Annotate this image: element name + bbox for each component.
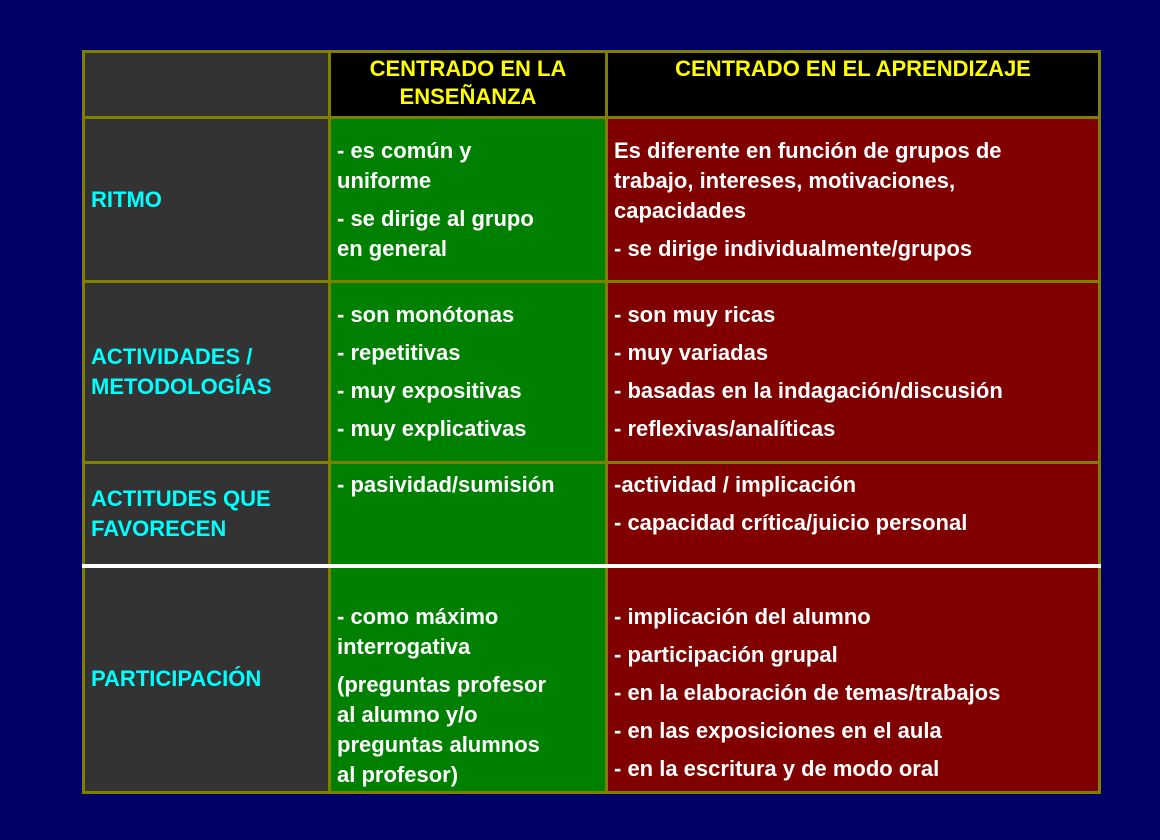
cell-text-line: uniforme: [337, 167, 432, 193]
cell-actitudes-ensenanza: [330, 463, 607, 566]
row-label-text: RITMO: [91, 186, 162, 212]
cell-text-line: - es común y: [337, 137, 472, 163]
row-label-text: PARTICIPACIÓN: [91, 666, 262, 692]
cell-text-line: - basadas en la indagación/discusión: [614, 378, 1003, 403]
cell-text-line: en general: [337, 235, 448, 261]
header-ensenanza: [330, 52, 607, 118]
cell-text-line: - pasividad/sumisión: [337, 472, 555, 497]
header-ensenanza-line: ENSEÑANZA: [399, 84, 537, 109]
header-corner-cell: [84, 52, 330, 118]
cell-text-line: - capacidad crítica/juicio personal: [614, 510, 968, 535]
cell-text-line: - en la escritura y de modo oral: [614, 755, 940, 781]
cell-participacion-aprendizaje: [607, 566, 1100, 793]
row-ritmo: [84, 118, 1100, 282]
row-label-actitudes: [84, 463, 330, 566]
cell-text-line: - implicación del alumno: [614, 603, 871, 629]
row-label-text: FAVORECEN: [91, 515, 227, 541]
cell-text-line: - se dirige individualmente/grupos: [614, 235, 973, 261]
cell-ritmo-ensenanza: [330, 118, 607, 282]
cell-text-line: - en la elaboración de temas/trabajos: [614, 679, 1001, 705]
header-ensenanza-line: CENTRADO EN LA: [369, 56, 567, 81]
cell-text-line: capacidades: [614, 197, 747, 223]
row-participacion: [84, 566, 1100, 793]
cell-text-line: -actividad / implicación: [614, 472, 857, 497]
cell-text-line: - repetitivas: [337, 340, 461, 365]
cell-text-line: - en las exposiciones en el aula: [614, 717, 942, 743]
cell-ritmo-aprendizaje: [607, 118, 1100, 282]
row-label-actividades: [84, 282, 330, 463]
row-label-participacion: [84, 566, 330, 793]
cell-text-line: - se dirige al grupo: [337, 205, 534, 231]
cell-actividades-ensenanza: [330, 282, 607, 463]
cell-text-line: trabajo, intereses, motivaciones,: [614, 167, 956, 193]
header-row: [84, 52, 1100, 118]
row-label-text: METODOLOGÍAS: [91, 374, 272, 399]
cell-text-line: al profesor): [337, 761, 459, 787]
cell-participacion-ensenanza: [330, 566, 607, 793]
cell-actitudes-aprendizaje: [607, 463, 1100, 566]
row-label-text: ACTIVIDADES /: [91, 344, 253, 369]
row-actitudes: [84, 463, 1100, 566]
cell-text-line: - muy variadas: [614, 340, 769, 365]
cell-text-line: - como máximo: [337, 603, 499, 629]
row-actividades: [84, 282, 1100, 463]
cell-text-line: al alumno y/o: [337, 701, 478, 727]
cell-text-line: - muy explicativas: [337, 416, 527, 441]
cell-text-line: - reflexivas/analíticas: [614, 416, 836, 441]
cell-text-line: Es diferente en función de grupos de: [614, 137, 1002, 163]
cell-text-line: preguntas alumnos: [337, 731, 540, 757]
header-aprendizaje: [607, 52, 1100, 118]
cell-text-line: interrogativa: [337, 633, 471, 659]
cell-text-line: (preguntas profesor: [337, 671, 547, 697]
row-label-ritmo: [84, 118, 330, 282]
header-aprendizaje-line: CENTRADO EN EL APRENDIZAJE: [675, 56, 1031, 81]
cell-text-line: - son muy ricas: [614, 302, 776, 327]
comparison-table: [82, 50, 1101, 794]
cell-actividades-aprendizaje: [607, 282, 1100, 463]
cell-text-line: - participación grupal: [614, 641, 838, 667]
cell-text-line: - muy expositivas: [337, 378, 522, 403]
cell-text-line: - son monótonas: [337, 302, 515, 327]
row-label-text: ACTITUDES QUE: [91, 485, 271, 511]
